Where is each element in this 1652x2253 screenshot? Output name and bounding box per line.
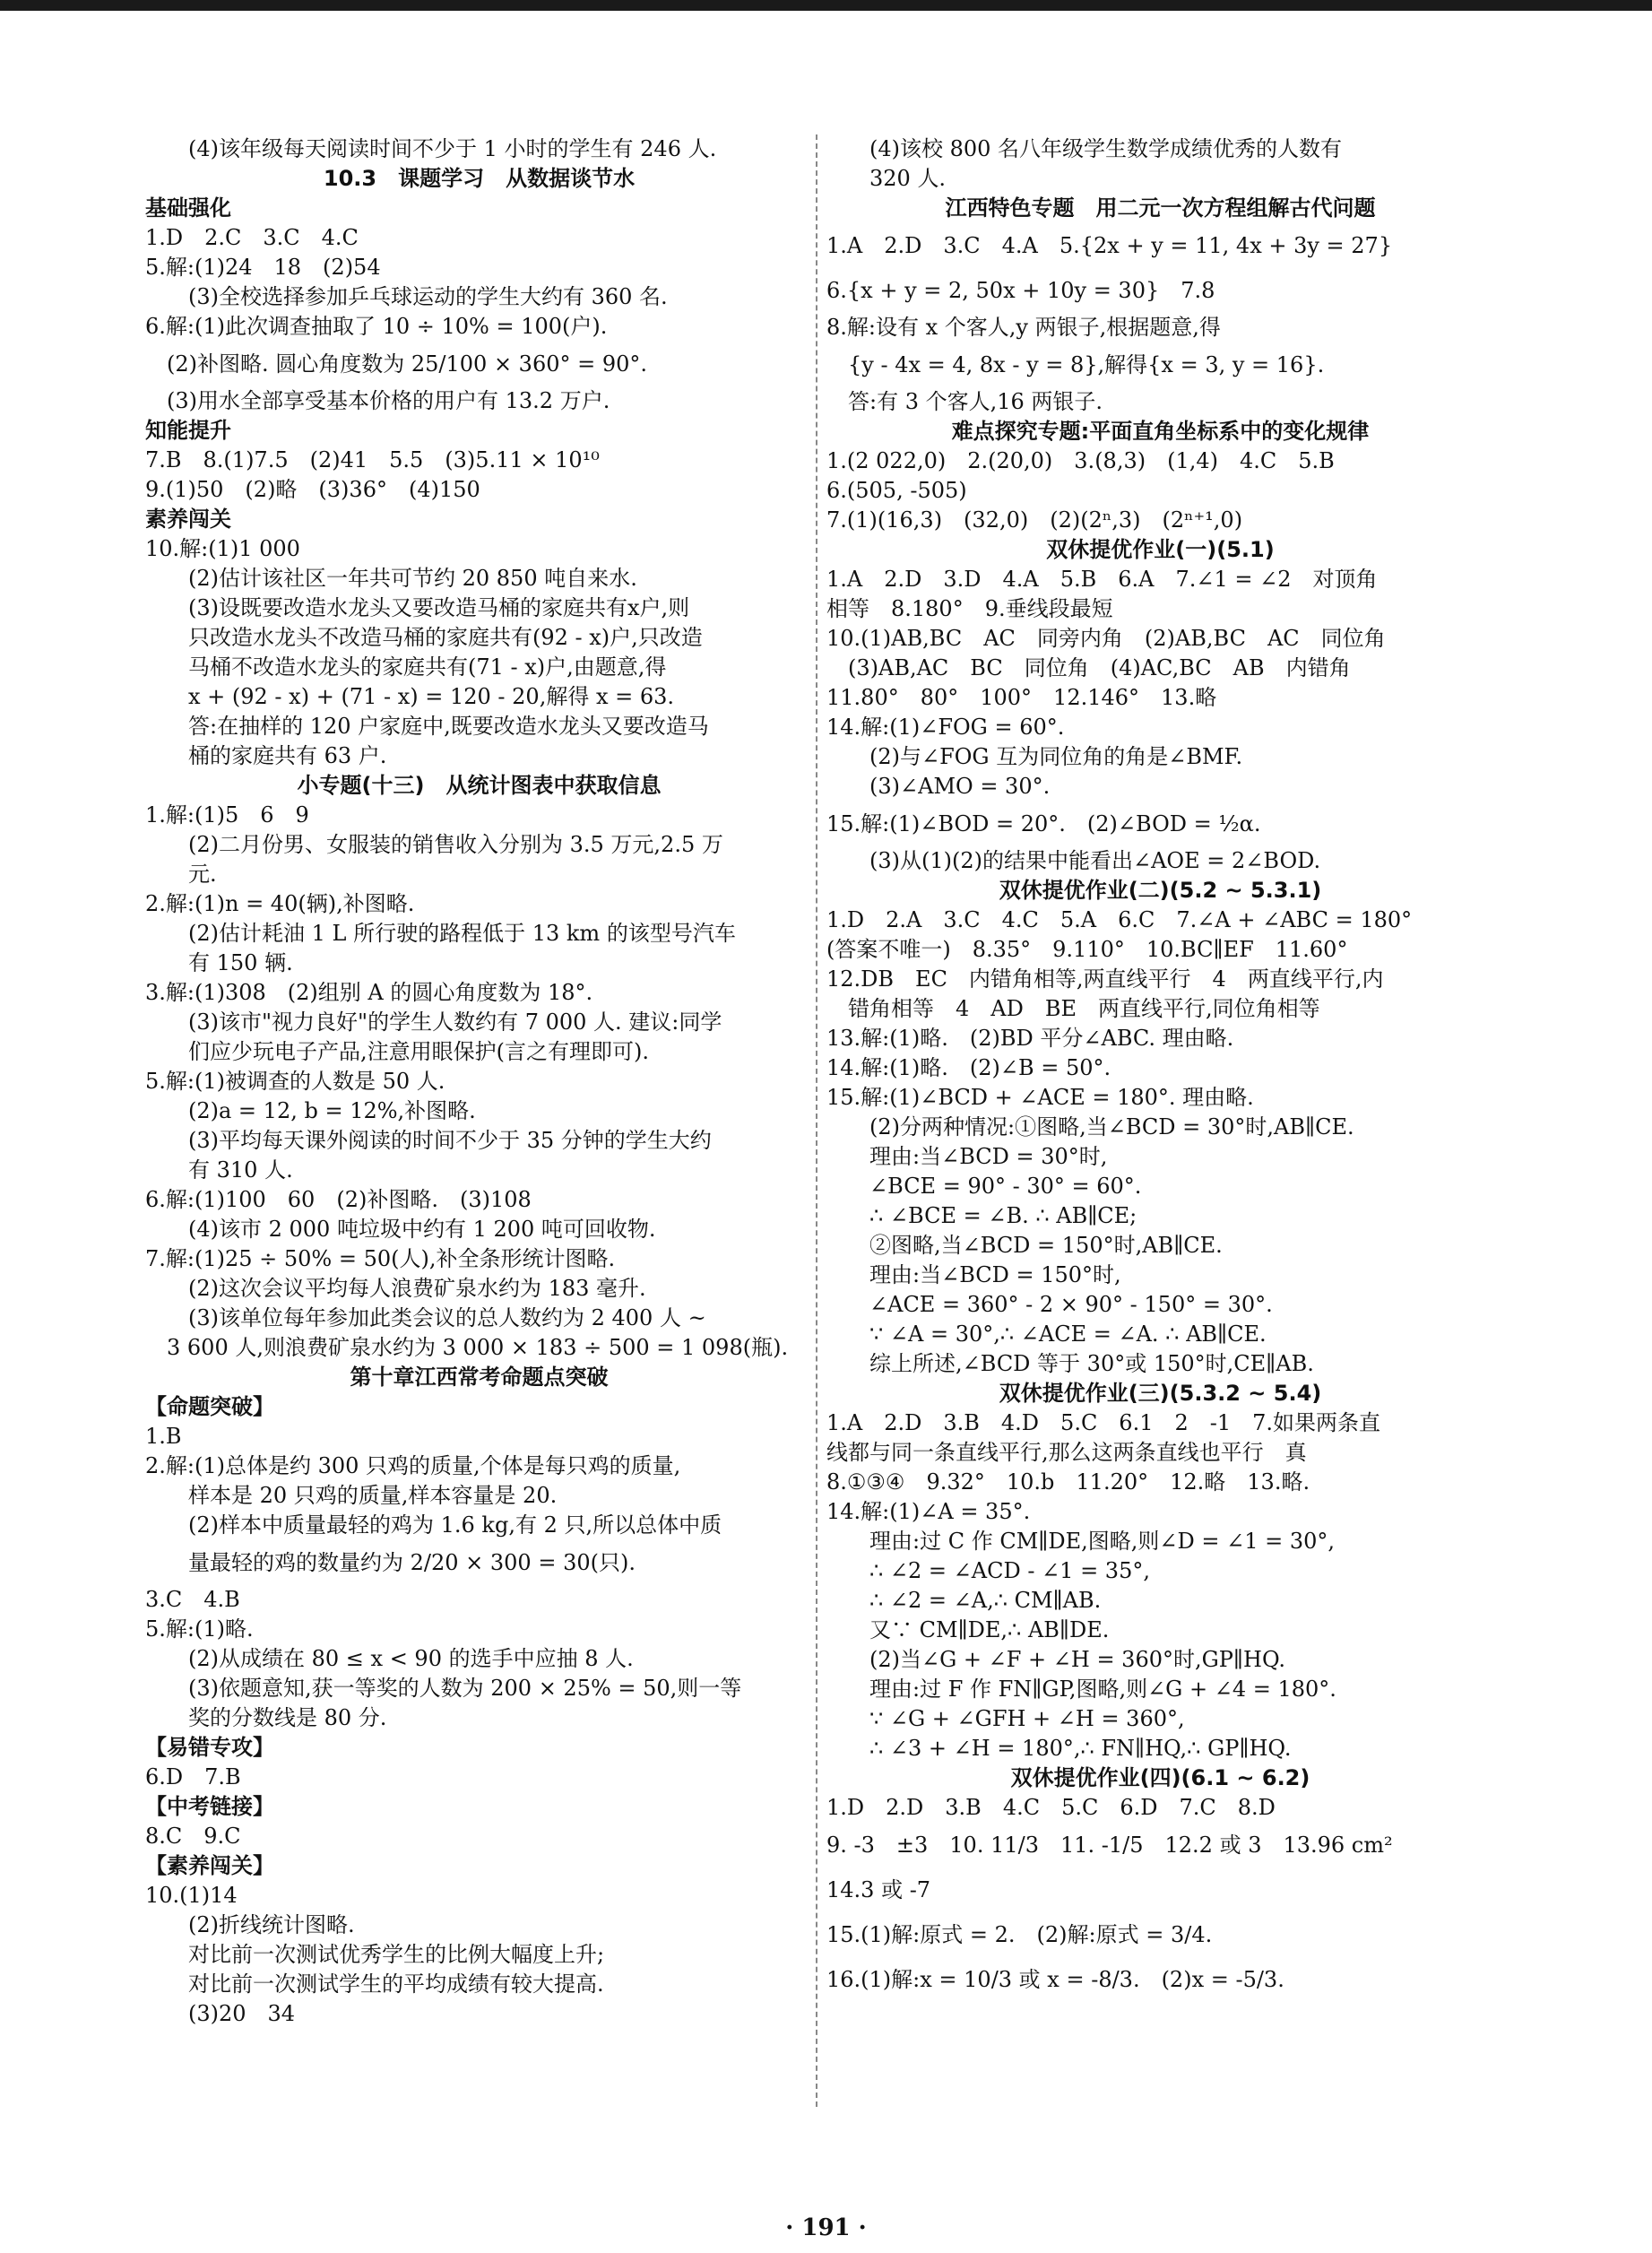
left-line: 基础强化	[145, 195, 231, 221]
left-line: 5.解:(1)略.	[145, 1616, 254, 1642]
left-line: 8.C 9.C	[145, 1824, 241, 1849]
right-line: 14.解:(1)∠FOG = 60°.	[826, 715, 1065, 740]
left-line: 5.解:(1)被调查的人数是 50 人.	[145, 1069, 445, 1094]
right-line: 14.解:(1)略. (2)∠B = 50°.	[826, 1055, 1111, 1080]
left-line: 对比前一次测试学生的平均成绩有较大提高.	[188, 1971, 604, 1997]
right-line: 错角相等 4 AD BE 两直线平行,同位角相等	[848, 996, 1320, 1021]
right-line: ∵ ∠G + ∠GFH + ∠H = 360°,	[869, 1706, 1185, 1731]
left-line: (2)估计该社区一年共可节约 20 850 吨自来水.	[188, 566, 637, 591]
left-line: 9.(1)50 (2)略 (3)36° (4)150	[145, 477, 480, 502]
left-line: 马桶不改造水龙头的家庭共有(71 - x)户,由题意,得	[188, 654, 667, 680]
right-line: 1.A 2.D 3.B 4.D 5.C 6.1 2 -1 7.如果两条直	[826, 1410, 1381, 1435]
left-line: 【易错专攻】	[145, 1735, 274, 1760]
left-line: (2)估计耗油 1 L 所行驶的路程低于 13 km 的该型号汽车	[188, 921, 736, 946]
left-line: (3)全校选择参加乒乓球运动的学生大约有 360 名.	[188, 284, 668, 309]
right-line: ∴ ∠2 = ∠ACD - ∠1 = 35°,	[869, 1558, 1150, 1583]
right-line: 理由:当∠BCD = 30°时,	[869, 1144, 1108, 1169]
right-line: 8.①③④ 9.32° 10.b 11.20° 12.略 13.略.	[826, 1469, 1310, 1495]
left-line: 1.B	[145, 1424, 182, 1449]
right-line: 13.解:(1)略. (2)BD 平分∠ABC. 理由略.	[826, 1026, 1234, 1051]
right-line: 综上所述,∠BCD 等于 30°或 150°时,CE∥AB.	[869, 1351, 1314, 1376]
right-line: 15.解:(1)∠BOD = 20°. (2)∠BOD = ½α.	[826, 811, 1261, 836]
right-line: 15.(1)解:原式 = 2. (2)解:原式 = 3/4.	[826, 1922, 1213, 1947]
left-line: (2)二月份男、女服装的销售收入分别为 3.5 万元,2.5 万	[188, 832, 723, 857]
right-line: 11.80° 80° 100° 12.146° 13.略	[826, 685, 1217, 710]
right-line: (2)分两种情况:①图略,当∠BCD = 30°时,AB∥CE.	[869, 1114, 1354, 1139]
right-line: 1.D 2.A 3.C 4.C 5.A 6.C 7.∠A + ∠ABC = 180°	[826, 907, 1413, 932]
left-line: (3)20 34	[188, 2001, 296, 2026]
left-line: 3.解:(1)308 (2)组别 A 的圆心角度数为 18°.	[145, 980, 593, 1005]
left-line: 小专题(十三) 从统计图表中获取信息	[297, 773, 662, 798]
right-line: 双休提优作业(三)(5.3.2 ~ 5.4)	[999, 1381, 1322, 1406]
scan-top-edge	[0, 0, 1652, 11]
right-line: 14.3 或 -7	[826, 1877, 931, 1902]
right-line: (2)与∠FOG 互为同位角的角是∠BMF.	[869, 744, 1243, 769]
left-line: x + (92 - x) + (71 - x) = 120 - 20,解得 x = 63.	[188, 684, 675, 709]
left-line: (4)该年级每天阅读时间不少于 1 小时的学生有 246 人.	[188, 136, 717, 161]
left-line: (2)折线统计图略.	[188, 1912, 355, 1937]
left-line: (3)该单位每年参加此类会议的总人数约为 2 400 人 ~	[188, 1305, 706, 1330]
right-line: 相等 8.180° 9.垂线段最短	[826, 596, 1113, 621]
left-line: 元.	[188, 862, 217, 887]
right-line: (3)从(1)(2)的结果中能看出∠AOE = 2∠BOD.	[869, 848, 1321, 873]
left-line: (2)a = 12, b = 12%,补图略.	[188, 1098, 476, 1123]
left-line: 7.B 8.(1)7.5 (2)41 5.5 (3)5.11 × 10¹⁰	[145, 447, 600, 472]
right-line: 双休提优作业(四)(6.1 ~ 6.2)	[1010, 1765, 1310, 1790]
left-line: (3)依题意知,获一等奖的人数为 200 × 25% = 50,则一等	[188, 1676, 742, 1701]
left-line: 样本是 20 只鸡的质量,样本容量是 20.	[188, 1483, 558, 1508]
left-line: 桶的家庭共有 63 户.	[188, 743, 387, 768]
right-line: ∠BCE = 90° - 30° = 60°.	[869, 1174, 1142, 1199]
left-line: 7.解:(1)25 ÷ 50% = 50(人),补全条形统计图略.	[145, 1246, 616, 1271]
right-line: ∵ ∠A = 30°,∴ ∠ACE = ∠A. ∴ AB∥CE.	[869, 1321, 1267, 1347]
left-line: 奖的分数线是 80 分.	[188, 1705, 387, 1730]
left-line: (2)补图略. 圆心角度数为 25/100 × 360° = 90°.	[167, 351, 648, 377]
right-line: 理由:过 F 作 FN∥GP,图略,则∠G + ∠4 = 180°.	[869, 1677, 1336, 1702]
left-line: 们应少玩电子产品,注意用眼保护(言之有理即可).	[188, 1039, 649, 1064]
right-line: 16.(1)解:x = 10/3 或 x = -8/3. (2)x = -5/3.	[826, 1967, 1284, 1992]
left-line: 2.解:(1)n = 40(辆),补图略.	[145, 891, 415, 916]
left-line: 【中考链接】	[145, 1794, 274, 1819]
page-number: · 191 ·	[785, 2214, 867, 2241]
right-line: 6.(505, -505)	[826, 478, 967, 503]
right-line: (3)∠AMO = 30°.	[869, 774, 1051, 799]
right-line: (3)AB,AC BC 同位角 (4)AC,BC AB 内错角	[848, 655, 1351, 680]
right-line: 8.解:设有 x 个客人,y 两银子,根据题意,得	[826, 315, 1221, 340]
left-line: (4)该市 2 000 吨垃圾中约有 1 200 吨可回收物.	[188, 1217, 656, 1242]
left-line: 【素养闯关】	[145, 1853, 274, 1878]
right-line: 320 人.	[869, 166, 947, 191]
right-line: 双休提优作业(一)(5.1)	[1046, 537, 1275, 562]
left-line: 只改造水龙头不改造马桶的家庭共有(92 - x)户,只改造	[188, 625, 703, 650]
left-line: (2)样本中质量最轻的鸡为 1.6 kg,有 2 只,所以总体中质	[188, 1512, 722, 1538]
right-line: 1.(2 022,0) 2.(20,0) 3.(8,3) (1,4) 4.C 5.B	[826, 448, 1335, 473]
right-line: 9. -3 ±3 10. 11/3 11. -1/5 12.2 或 3 13.96 cm²	[826, 1833, 1393, 1858]
right-line: (4)该校 800 名八年级学生数学成绩优秀的人数有	[869, 136, 1343, 161]
right-line: 江西特色专题 用二元一次方程组解古代问题	[945, 195, 1376, 221]
right-line: 1.A 2.D 3.D 4.A 5.B 6.A 7.∠1 = ∠2 对顶角	[826, 567, 1378, 592]
left-line: 10.解:(1)1 000	[145, 536, 300, 561]
right-line: ∴ ∠BCE = ∠B. ∴ AB∥CE;	[869, 1203, 1137, 1228]
right-line: 12.DB EC 内错角相等,两直线平行 4 两直线平行,内	[826, 966, 1384, 992]
left-column	[145, 134, 813, 2029]
left-line: 第十章江西常考命题点突破	[350, 1365, 609, 1390]
left-line: 量最轻的鸡的数量约为 2/20 × 300 = 30(只).	[188, 1550, 636, 1575]
left-line: (3)该市"视力良好"的学生人数约有 7 000 人. 建议:同学	[188, 1010, 722, 1035]
left-line: 素养闯关	[145, 507, 231, 532]
left-line: (2)这次会议平均每人浪费矿泉水约为 183 毫升.	[188, 1276, 646, 1301]
left-line: 对比前一次测试优秀学生的比例大幅度上升;	[188, 1942, 605, 1967]
left-line: 1.解:(1)5 6 9	[145, 802, 309, 828]
left-line: (3)用水全部享受基本价格的用户有 13.2 万户.	[167, 388, 610, 413]
right-line: 6.{x + y = 2, 50x + 10y = 30} 7.8	[826, 278, 1215, 303]
left-line: 6.解:(1)100 60 (2)补图略. (3)108	[145, 1187, 532, 1212]
left-line: 1.D 2.C 3.C 4.C	[145, 225, 359, 250]
left-line: 有 150 辆.	[188, 950, 293, 975]
column-divider	[816, 134, 817, 2107]
right-line: ∴ ∠2 = ∠A,∴ CM∥AB.	[869, 1588, 1102, 1613]
right-line: (答案不唯一) 8.35° 9.110° 10.BC∥EF 11.60°	[826, 937, 1348, 962]
right-line: 答:有 3 个客人,16 两银子.	[848, 389, 1103, 414]
left-line: (2)从成绩在 80 ≤ x < 90 的选手中应抽 8 人.	[188, 1646, 634, 1671]
left-line: 5.解:(1)24 18 (2)54	[145, 255, 381, 280]
right-line: 又∵ CM∥DE,∴ AB∥DE.	[869, 1617, 1110, 1642]
left-line: 有 310 人.	[188, 1157, 293, 1183]
left-line: 3 600 人,则浪费矿泉水约为 3 000 × 183 ÷ 500 = 1 098(瓶).	[167, 1335, 789, 1360]
right-line: 10.(1)AB,BC AC 同旁内角 (2)AB,BC AC 同位角	[826, 626, 1386, 651]
right-line: 1.A 2.D 3.C 4.A 5.{2x + y = 11, 4x + 3y = 27}	[826, 233, 1393, 258]
left-line: 10.3 课题学习 从数据谈节水	[323, 166, 636, 191]
left-line: (3)平均每天课外阅读的时间不少于 35 分钟的学生大约	[188, 1128, 712, 1153]
right-line: 理由:过 C 作 CM∥DE,图略,则∠D = ∠1 = 30°,	[869, 1529, 1336, 1554]
right-line: ②图略,当∠BCD = 150°时,AB∥CE.	[869, 1233, 1223, 1258]
left-line: (3)设既要改造水龙头又要改造马桶的家庭共有x户,则	[188, 595, 690, 620]
left-line: 10.(1)14	[145, 1883, 238, 1908]
right-line: {y - 4x = 4, 8x - y = 8},解得{x = 3, y = 16}.	[848, 352, 1325, 377]
right-line: 7.(1)(16,3) (32,0) (2)(2ⁿ,3) (2ⁿ⁺¹,0)	[826, 507, 1243, 533]
left-line: 【命题突破】	[145, 1394, 274, 1419]
right-line: 双休提优作业(二)(5.2 ~ 5.3.1)	[999, 878, 1322, 903]
right-line: 理由:当∠BCD = 150°时,	[869, 1262, 1121, 1287]
right-line: 15.解:(1)∠BCD + ∠ACE = 180°. 理由略.	[826, 1085, 1254, 1110]
right-line: ∠ACE = 360° - 2 × 90° - 150° = 30°.	[869, 1292, 1273, 1317]
left-line: 6.解:(1)此次调查抽取了 10 ÷ 10% = 100(户).	[145, 314, 608, 339]
left-line: 3.C 4.B	[145, 1587, 240, 1612]
right-column	[826, 134, 1494, 2002]
left-line: 知能提升	[145, 418, 231, 443]
right-line: 14.解:(1)∠A = 35°.	[826, 1499, 1031, 1524]
right-line: (2)当∠G + ∠F + ∠H = 360°时,GP∥HQ.	[869, 1647, 1286, 1672]
right-line: 线都与同一条直线平行,那么这两条直线也平行 真	[826, 1440, 1307, 1465]
left-line: 答:在抽样的 120 户家庭中,既要改造水龙头又要改造马	[188, 714, 709, 739]
right-line: 难点探究专题:平面直角坐标系中的变化规律	[951, 419, 1370, 444]
right-line: ∴ ∠3 + ∠H = 180°,∴ FN∥HQ,∴ GP∥HQ.	[869, 1736, 1292, 1761]
right-line: 1.D 2.D 3.B 4.C 5.C 6.D 7.C 8.D	[826, 1795, 1276, 1820]
left-line: 2.解:(1)总体是约 300 只鸡的质量,个体是每只鸡的质量,	[145, 1453, 681, 1478]
left-line: 6.D 7.B	[145, 1764, 241, 1789]
